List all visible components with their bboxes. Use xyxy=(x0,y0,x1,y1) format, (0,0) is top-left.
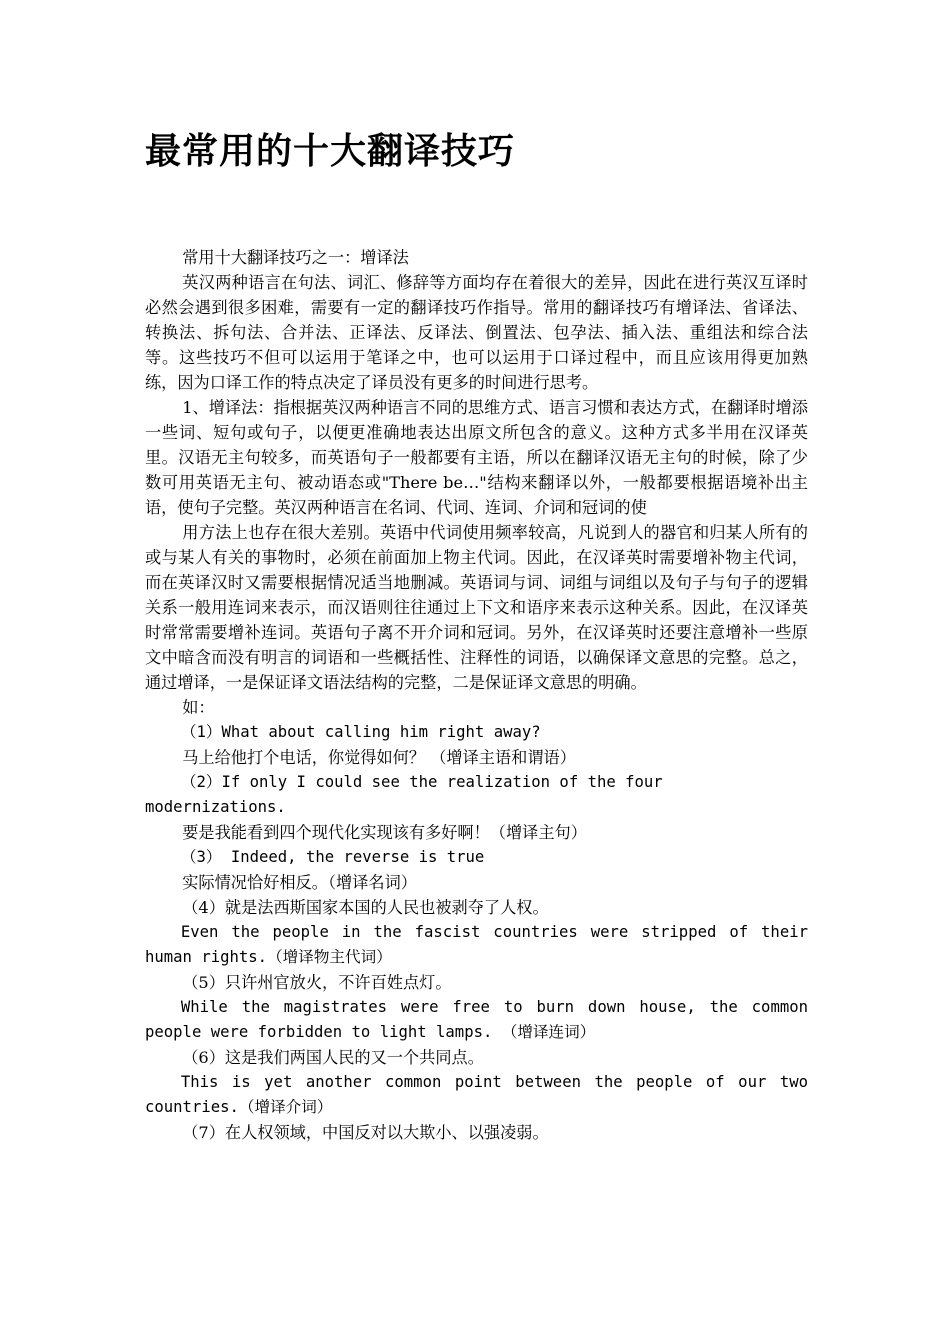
paragraph: 实际情况恰好相反。（增译名词） xyxy=(182,873,417,892)
paragraph: 1、增译法：指根据英汉两种语言不同的思维方式、语言习惯和表达方式，在翻译时增添一些词、短句或句子，以便更准确地表达出原文所包含的意义。这种方式多半用在汉译英里。汉语无主句较多，而英语句子一般都要有主语，所以在翻译汉语无主句的时候，除了少数可用英语无主句、被动语态或"There be…"结构来翻译以外，一般都要根据语境补出主语，使句子完整。英汉两种语言在名词、代词、连词、介词和冠词的使 xyxy=(145,398,808,517)
paragraph: 常用十大翻译技巧之一：增译法 xyxy=(182,248,409,267)
paragraph: 马上给他打个电话，你觉得如何？ （增译主语和谓语） xyxy=(182,748,576,767)
paragraph: Even the people in the fascist countries were stripped of their human rights.（增译物主代词） xyxy=(145,923,808,966)
document-body xyxy=(145,245,808,1145)
paragraph: 要是我能看到四个现代化实现该有多好啊！（增译主句） xyxy=(182,823,587,842)
paragraph: This is yet another common point between the people of our two countries.（增译介词） xyxy=(145,1073,808,1116)
paragraph: （7）在人权领域，中国反对以大欺小、以强凌弱。 xyxy=(182,1123,549,1142)
paragraph: （1）What about calling him right away? xyxy=(180,723,541,741)
document-title: 最常用的十大翻译技巧 xyxy=(145,130,516,172)
paragraph: （4）就是法西斯国家本国的人民也被剥夺了人权。 xyxy=(182,898,549,917)
paragraph: While the magistrates were free to burn down house, the common people were forbidden to light lamps. （增译连词） xyxy=(145,998,808,1041)
paragraph: （3） Indeed, the reverse is true xyxy=(180,848,485,866)
paragraph: （6）这是我们两国人民的又一个共同点。 xyxy=(182,1048,484,1067)
paragraph: （2）If only I could see the realization of the four modernizations. xyxy=(145,773,663,816)
paragraph: 英汉两种语言在句法、词汇、修辞等方面均存在着很大的差异，因此在进行英汉互译时必然会遇到很多困难，需要有一定的翻译技巧作指导。常用的翻译技巧有增译法、省译法、转换法、拆句法、合并法、正译法、反译法、倒置法、包孕法、插入法、重组法和综合法等。这些技巧不但可以运用于笔译之中，也可以运用于口译过程中，而且应该用得更加熟练，因为口译工作的特点决定了译员没有更多的时间进行思考。 xyxy=(145,273,808,392)
paragraph: 如： xyxy=(182,698,215,717)
paragraph: （5）只许州官放火，不许百姓点灯。 xyxy=(182,973,452,992)
paragraph: 用方法上也存在很大差别。英语中代词使用频率较高，凡说到人的器官和归某人所有的或与某人有关的事物时，必须在前面加上物主代词。因此，在汉译英时需要增补物主代词，而在英译汉时又需要根据情况适当地删减。英语词与词、词组与词组以及句子与句子的逻辑关系一般用连词来表示，而汉语则往往通过上下文和语序来表示这种关系。因此，在汉译英时常常需要增补连词。英语句子离不开介词和冠词。另外，在汉译英时还要注意增补一些原文中暗含而没有明言的词语和一些概括性、注释性的词语，以确保译文意思的完整。总之，通过增译，一是保证译文语法结构的完整，二是保证译文意思的明确。 xyxy=(145,523,808,692)
